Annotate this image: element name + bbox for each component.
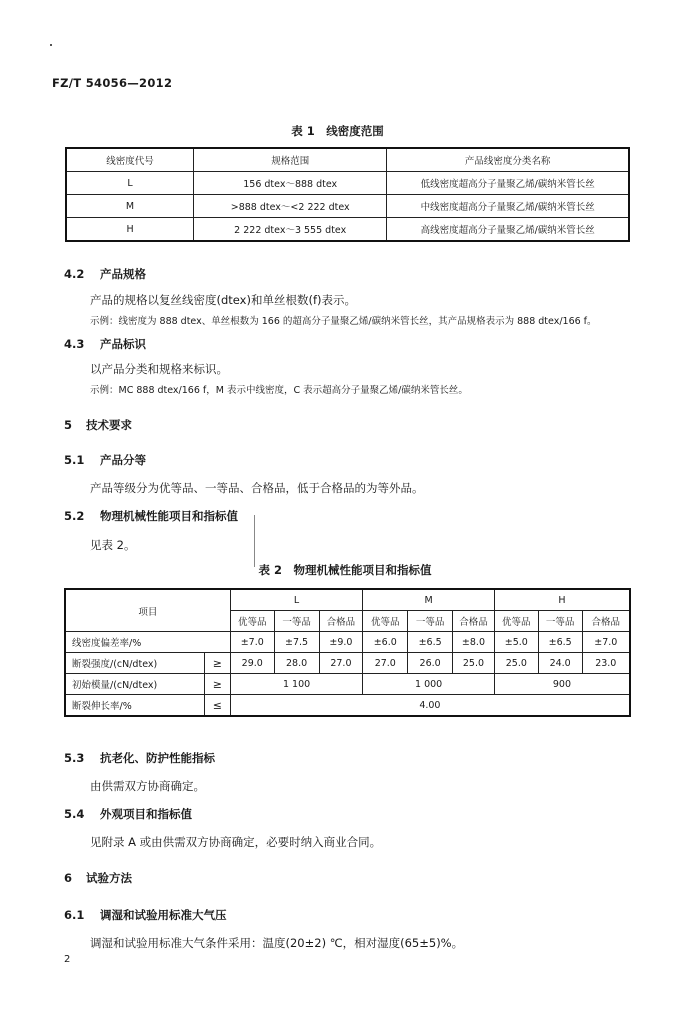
table2-group-header: L — [230, 589, 363, 611]
table2-grade-header: 合格品 — [582, 611, 630, 632]
table2-item-cell: 断裂伸长率/% — [65, 695, 204, 717]
section-number: 4.2 — [64, 267, 85, 281]
table-row — [65, 589, 630, 611]
table2-item-cell: 初始模量/(cN/dtex) — [65, 674, 204, 695]
table1-cell: L — [66, 172, 194, 195]
section-title: 物理机械性能项目和指标值 — [100, 509, 238, 523]
table2-value-cell: ±6.0 — [363, 632, 408, 653]
section-6-heading — [64, 870, 132, 886]
table1-cell: 2 222 dtex～3 555 dtex — [194, 218, 387, 242]
table-row — [65, 695, 630, 717]
table2-grade-header: 优等品 — [230, 611, 274, 632]
section-number: 6.1 — [64, 908, 85, 922]
table2-symbol-cell: ≤ — [204, 695, 230, 717]
section-number: 5.3 — [64, 751, 85, 765]
standard-code: FZ/T 54056—2012 — [52, 76, 173, 90]
section-number: 5.4 — [64, 807, 85, 821]
section-5-3-text: 由供需双方协商确定。 — [90, 779, 205, 793]
section-number: 5 — [64, 418, 73, 432]
section-4-3-example: 示例：MC 888 dtex/166 f，M 表示中线密度，C 表示超高分子量聚乙烯/碳纳米管长丝。 — [90, 385, 468, 396]
section-number: 4.3 — [64, 337, 85, 351]
table1-cell: M — [66, 195, 194, 218]
table2-value-cell: ±9.0 — [319, 632, 363, 653]
table2-value-cell: 25.0 — [494, 653, 538, 674]
table2-grade-header: 一等品 — [408, 611, 453, 632]
section-5-4-text: 见附录 A 或由供需双方协商确定，必要时纳入商业合同。 — [90, 835, 382, 849]
table-row — [65, 653, 630, 674]
table2-value-cell: ±6.5 — [538, 632, 582, 653]
table1-header-cell: 线密度代号 — [66, 148, 194, 172]
table1-cell: 中线密度超高分子量聚乙烯/碳纳米管长丝 — [387, 195, 629, 218]
table2-value-cell: 28.0 — [274, 653, 319, 674]
section-5-1-text: 产品等级分为优等品、一等品、合格品，低于合格品的为等外品。 — [90, 481, 424, 495]
section-title: 调湿和试验用标准大气压 — [100, 908, 227, 922]
table2-value-cell: 25.0 — [453, 653, 495, 674]
section-number: 6 — [64, 871, 73, 885]
table2-grade-header: 优等品 — [494, 611, 538, 632]
section-title: 产品分等 — [100, 453, 146, 467]
table2-item-cell: 线密度偏差率/% — [65, 632, 230, 653]
table2-value-cell: 26.0 — [408, 653, 453, 674]
table2-caption: 表 2 物理机械性能项目和指标值 — [258, 563, 432, 577]
table2-value-cell: ±7.5 — [274, 632, 319, 653]
scan-speck — [50, 44, 52, 46]
table2-group-header: M — [363, 589, 495, 611]
table2-value-cell: 24.0 — [538, 653, 582, 674]
section-5-4-heading — [64, 806, 192, 822]
table2-grade-header: 合格品 — [453, 611, 495, 632]
section-4-2-text: 产品的规格以复丝线密度(dtex)和单丝根数(f)表示。 — [90, 293, 356, 307]
table2-symbol-cell: ≥ — [204, 653, 230, 674]
table-row — [66, 172, 629, 195]
table-row — [66, 218, 629, 242]
table2-value-cell: ±7.0 — [230, 632, 274, 653]
table2-symbol-cell: ≥ — [204, 674, 230, 695]
table1-cell: >888 dtex～<2 222 dtex — [194, 195, 387, 218]
table1-caption: 表 1 线密度范围 — [291, 124, 384, 138]
table2-value-cell: 1 100 — [230, 674, 363, 695]
table2-value-cell: 27.0 — [363, 653, 408, 674]
table2-value-cell: ±5.0 — [494, 632, 538, 653]
section-5-1-heading — [64, 452, 146, 468]
table2-grade-header: 一等品 — [274, 611, 319, 632]
table2-value-cell: 1 000 — [363, 674, 495, 695]
table2-value-cell: 27.0 — [319, 653, 363, 674]
table1-cell: 高线密度超高分子量聚乙烯/碳纳米管长丝 — [387, 218, 629, 242]
table-row — [66, 148, 629, 172]
table2-value-cell: 29.0 — [230, 653, 274, 674]
table2-value-cell: 4.00 — [230, 695, 630, 717]
section-4-3-text: 以产品分类和规格来标识。 — [90, 362, 228, 376]
table2-value-cell: 23.0 — [582, 653, 630, 674]
table2-grade-header: 一等品 — [538, 611, 582, 632]
table1-cell: H — [66, 218, 194, 242]
section-number: 5.2 — [64, 509, 85, 523]
section-6-1-text: 调湿和试验用标准大气条件采用：温度(20±2) ℃，相对湿度(65±5)%。 — [90, 936, 464, 950]
page-number: 2 — [64, 954, 71, 965]
section-title: 技术要求 — [86, 418, 132, 432]
section-5-heading — [64, 417, 132, 433]
table2-value-cell: 900 — [494, 674, 630, 695]
section-title: 产品规格 — [100, 267, 146, 281]
table2-item-header: 项目 — [65, 589, 230, 632]
section-6-1-heading — [64, 907, 227, 923]
table2-grade-header: 优等品 — [363, 611, 408, 632]
table1-cell: 156 dtex～888 dtex — [194, 172, 387, 195]
section-number: 5.1 — [64, 453, 85, 467]
table1-cell: 低线密度超高分子量聚乙烯/碳纳米管长丝 — [387, 172, 629, 195]
section-5-2-heading — [64, 508, 238, 524]
table2-value-cell: ±7.0 — [582, 632, 630, 653]
table2-value-cell: ±8.0 — [453, 632, 495, 653]
table-row — [65, 632, 630, 653]
table-row — [65, 674, 630, 695]
table2-item-cell: 断裂强度/(cN/dtex) — [65, 653, 204, 674]
section-4-3-heading — [64, 336, 146, 352]
table2-grade-header: 合格品 — [319, 611, 363, 632]
section-4-2-example: 示例：线密度为 888 dtex、单丝根数为 166 的超高分子量聚乙烯/碳纳米管长丝，其产品规格表示为 888 dtex/166 f。 — [90, 316, 597, 327]
table-row — [66, 195, 629, 218]
section-title: 抗老化、防护性能指标 — [100, 751, 215, 765]
section-title: 产品标识 — [100, 337, 146, 351]
scan-mark — [254, 515, 255, 567]
section-4-2-heading — [64, 266, 146, 282]
section-5-2-text: 见表 2。 — [90, 538, 136, 552]
table1-header-cell: 产品线密度分类名称 — [387, 148, 629, 172]
table2-value-cell: ±6.5 — [408, 632, 453, 653]
section-title: 外观项目和指标值 — [100, 807, 192, 821]
section-5-3-heading — [64, 750, 215, 766]
table2-group-header: H — [494, 589, 630, 611]
table1-header-cell: 规格范围 — [194, 148, 387, 172]
table2 — [64, 588, 631, 717]
section-title: 试验方法 — [86, 871, 132, 885]
table1 — [65, 147, 630, 242]
